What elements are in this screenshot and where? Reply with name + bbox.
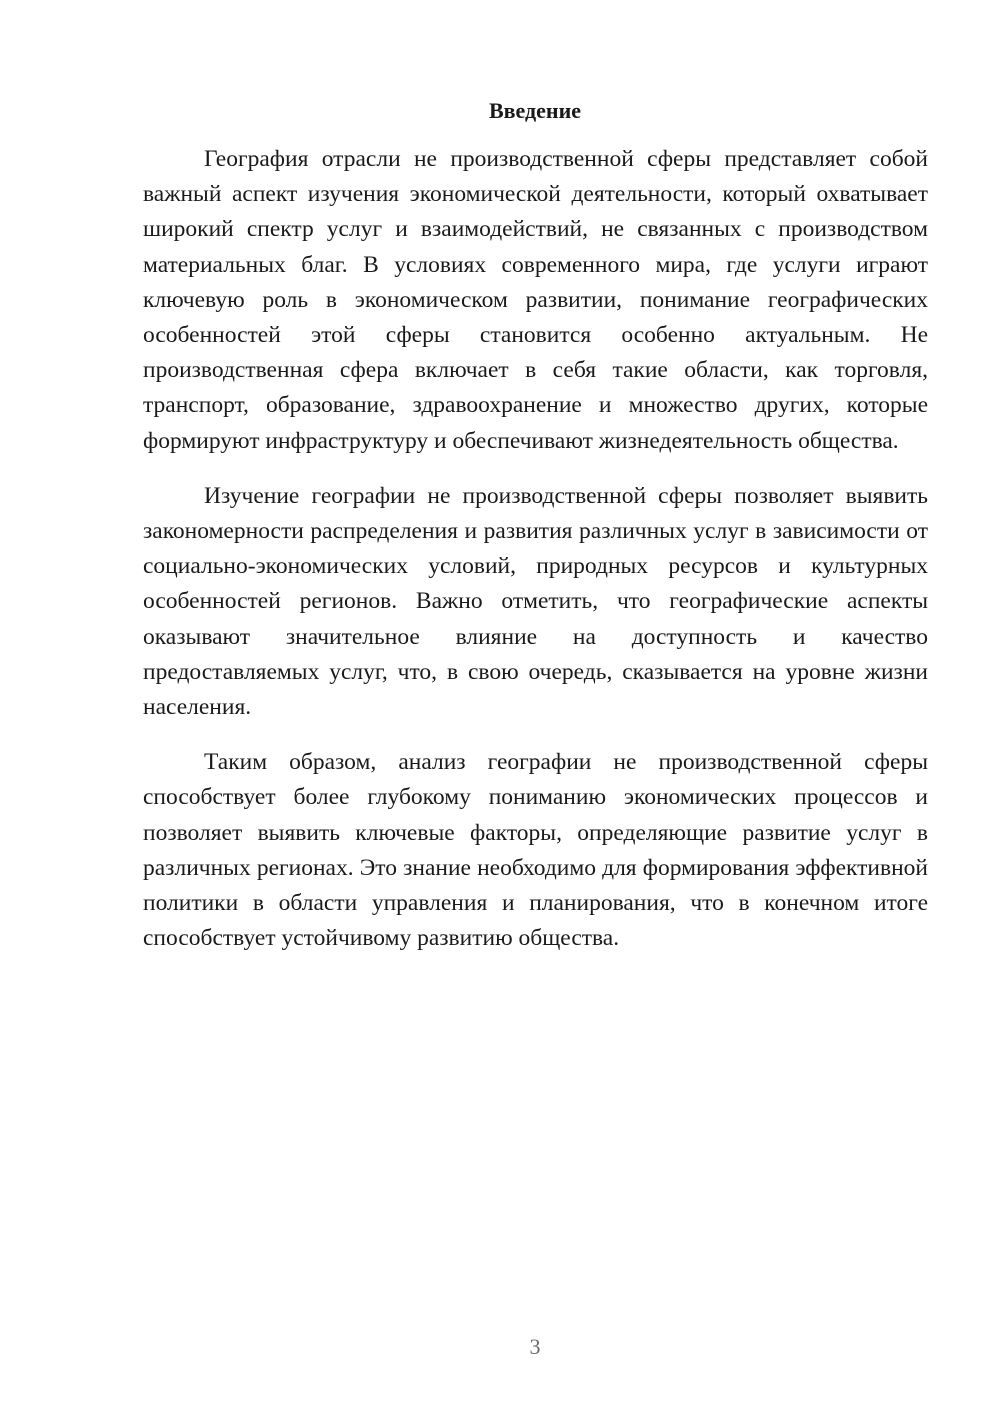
- paragraph-2: Изучение географии не производственной сферы позволяет выявить закономерности распределения и развития различных услуг в зависимости от социально-экономических условий, природных ресурсов и культурных особенностей регионов. Важно отметить, что географические аспекты оказывают значительное влияние на доступность и качество предоставляемых услуг, что, в свою очередь, сказывается на уровне жизни населения.: [143, 482, 928, 721]
- page-number: 3: [529, 1334, 541, 1359]
- document-body: [143, 142, 928, 976]
- page-title: Введение: [488, 98, 582, 123]
- paragraph-1: География отрасли не производственной сферы представляет собой важный аспект изучения экономической деятельности, который охватывает широкий спектр услуг и взаимодействий, не связанных с производством материальных благ. В условиях современного мира, где услуги играют ключевую роль в экономическом развитии, понимание географических особенностей этой сферы становится особенно актуальным. Не производственная сфера включает в себя такие области, как торговля, транспорт, образование, здравоохранение и множество других, которые формируют инфраструктуру и обеспечивают жизнедеятельность общества.: [143, 146, 928, 454]
- paragraph-3: Таким образом, анализ географии не производственной сферы способствует более глубокому пониманию экономических процессов и позволяет выявить ключевые факторы, определяющие развитие услуг в различных регионах. Это знание необходимо для формирования эффективной политики в области управления и планирования, что в конечном итоге способствует устойчивому развитию общества.: [143, 749, 928, 952]
